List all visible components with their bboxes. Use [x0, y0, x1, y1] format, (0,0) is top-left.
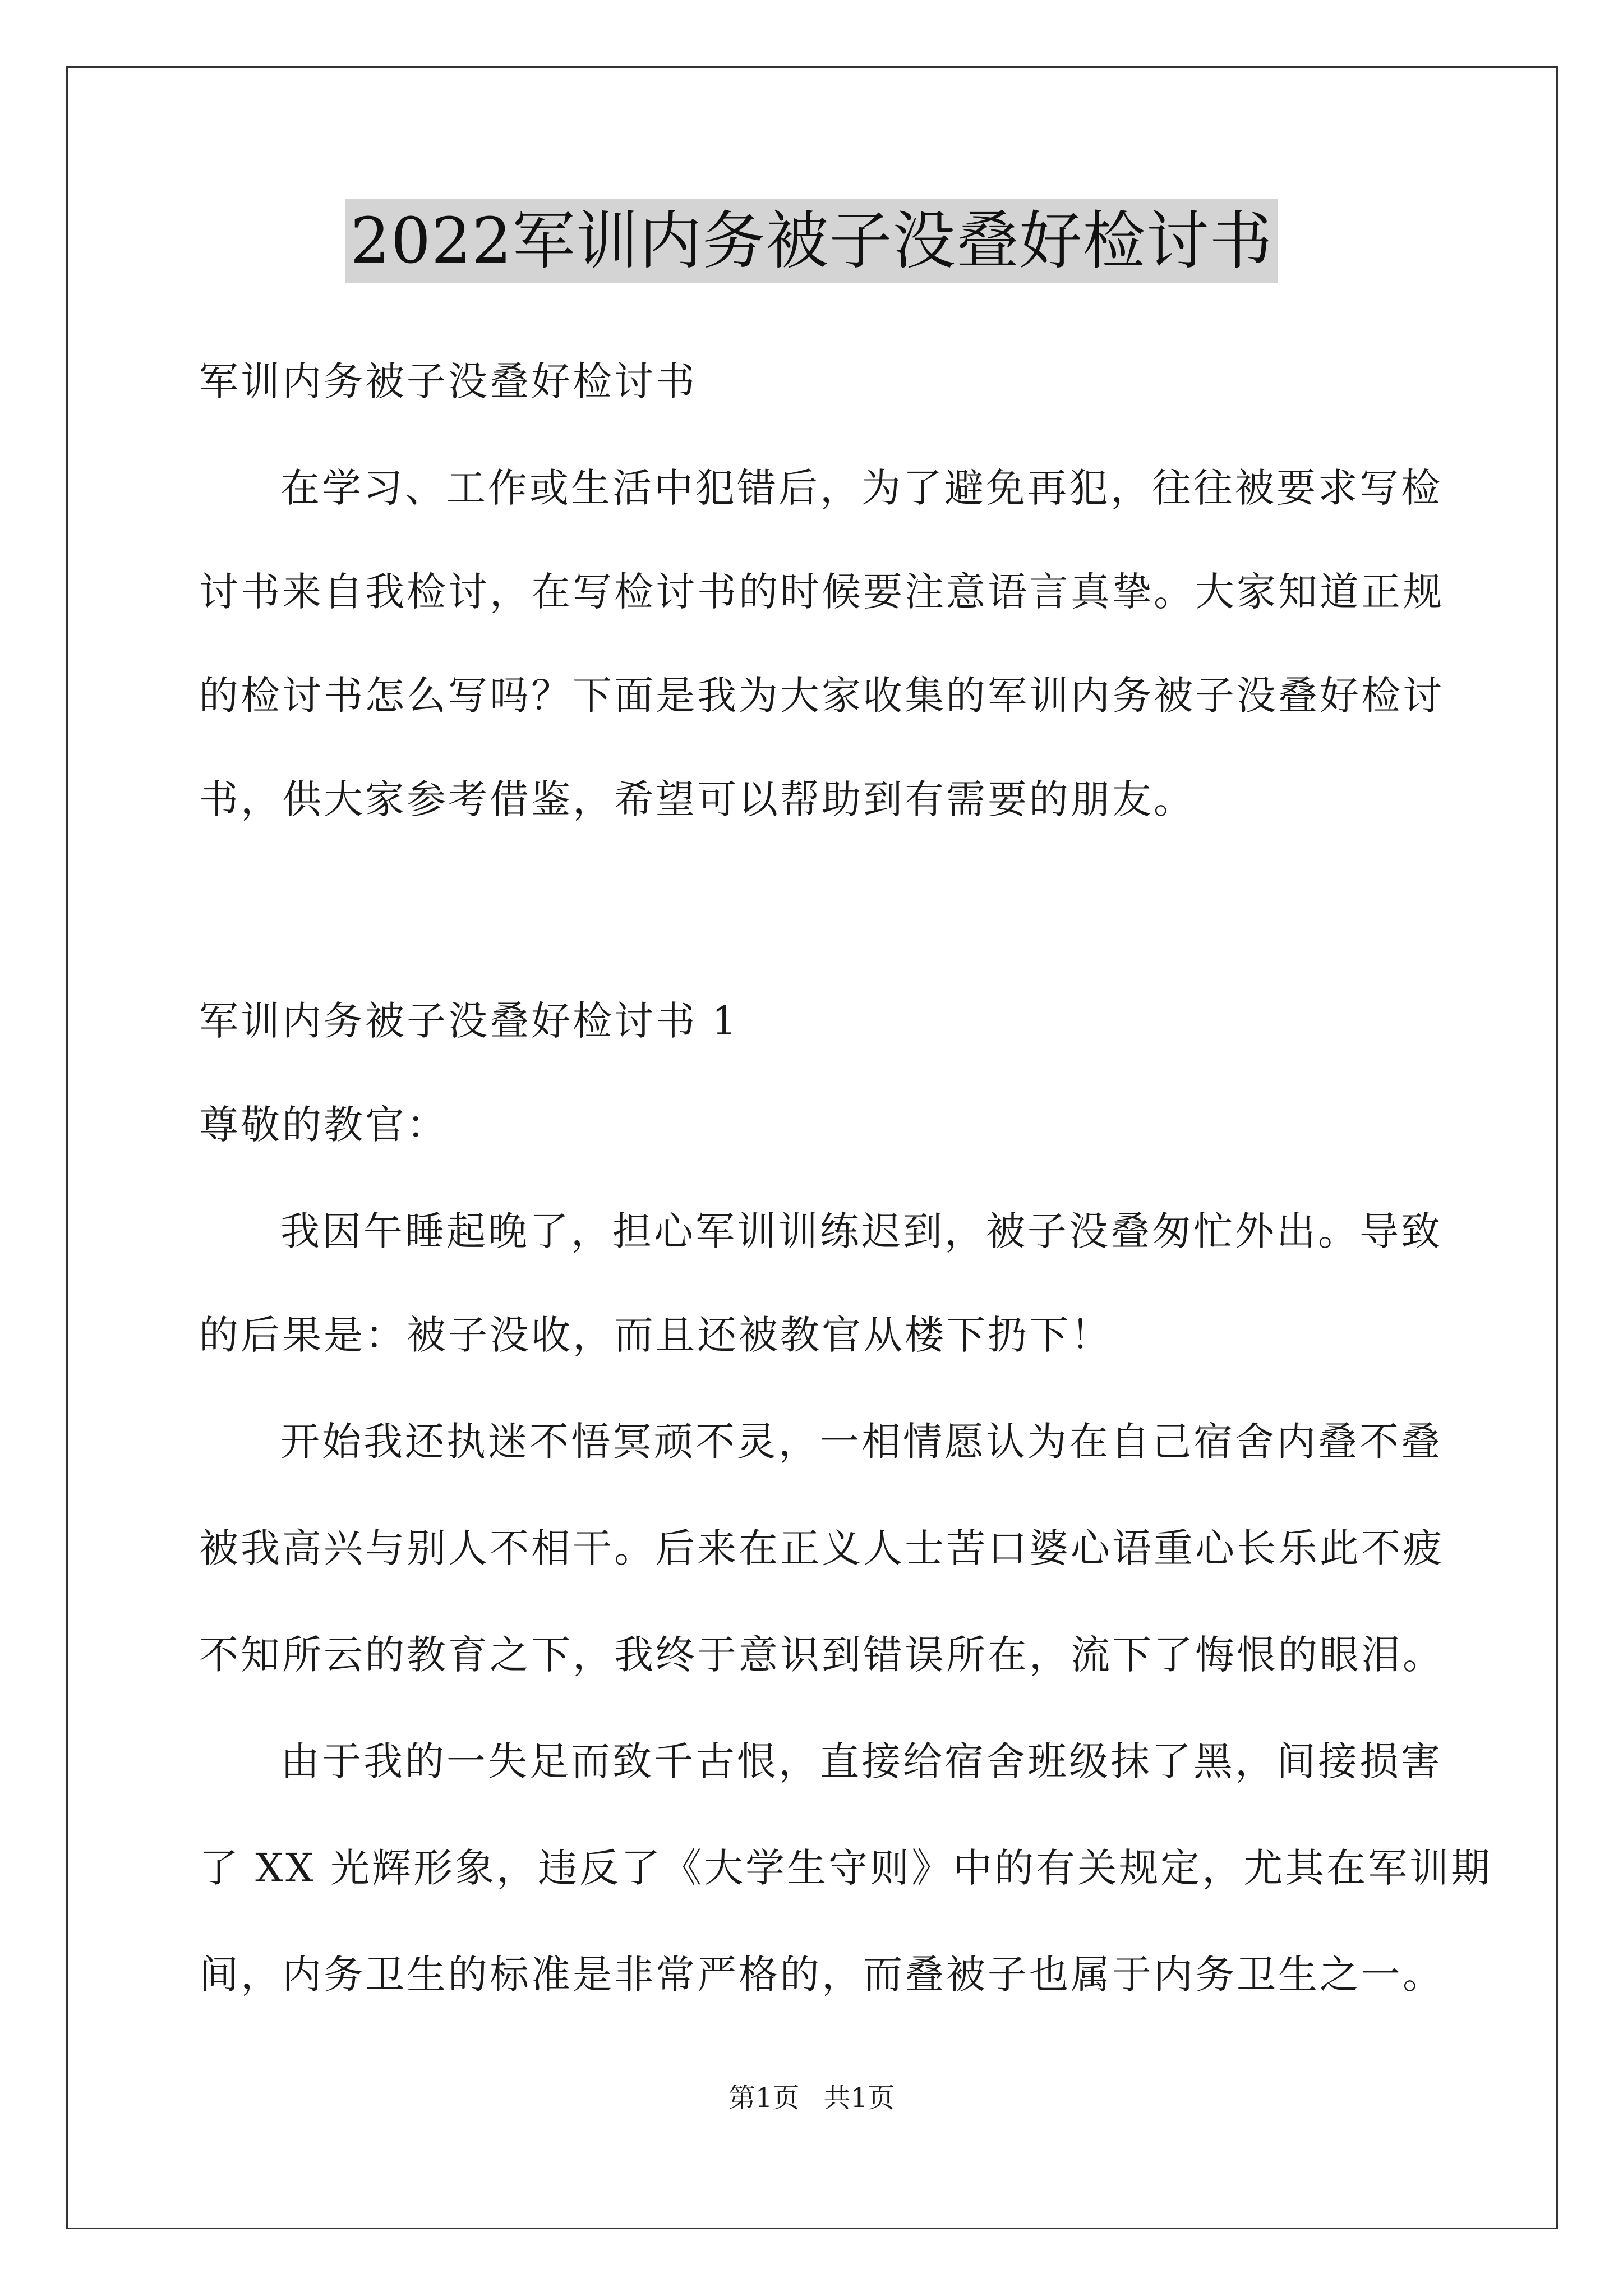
- page-footer: [0, 2081, 1623, 2115]
- section-heading: 军训内务被子没叠好检讨书 1: [199, 998, 739, 1044]
- page-number-current: 第1页: [728, 2082, 800, 2114]
- paragraph-line: 间，内务卫生的标准是非常严格的，而叠被子也属于内务卫生之一。: [199, 1952, 1444, 1998]
- title-container: [0, 199, 1623, 283]
- document-title: 2022军训内务被子没叠好检讨书: [345, 199, 1277, 283]
- paragraph-line: 我因午睡起晚了，担心军训训练迟到，被子没叠匆忙外出。导致: [280, 1208, 1442, 1254]
- paragraph-line: 的检讨书怎么写吗？下面是我为大家收集的军训内务被子没叠好检讨: [199, 673, 1444, 719]
- page-number-total: 共1页: [823, 2082, 895, 2114]
- paragraph-line: 在学习、工作或生活中犯错后，为了避免再犯，往往被要求写检: [280, 465, 1442, 511]
- paragraph-line: 被我高兴与别人不相干。后来在正义人士苦口婆心语重心长乐此不疲: [199, 1525, 1444, 1571]
- paragraph-line: 了 XX 光辉形象，违反了《大学生守则》中的有关规定，尤其在军训期: [199, 1845, 1493, 1891]
- paragraph-line: 不知所云的教育之下，我终于意识到错误所在，流下了悔恨的眼泪。: [199, 1632, 1444, 1678]
- salutation: 尊敬的教官：: [199, 1102, 448, 1148]
- paragraph-line: 开始我还执迷不悟冥顽不灵，一相情愿认为在自己宿舍内叠不叠: [280, 1419, 1442, 1465]
- paragraph-line: 讨书来自我检讨，在写检讨书的时候要注意语言真挚。大家知道正规: [199, 569, 1444, 615]
- paragraph-line: 由于我的一失足而致千古恨，直接给宿舍班级抹了黑，间接损害: [280, 1738, 1442, 1784]
- paragraph-line: 书，供大家参考借鉴，希望可以帮助到有需要的朋友。: [199, 776, 1195, 822]
- subtitle-line: 军训内务被子没叠好检讨书: [199, 358, 697, 404]
- paragraph-line: 的后果是：被子没收，而且还被教官从楼下扔下！: [199, 1312, 1112, 1358]
